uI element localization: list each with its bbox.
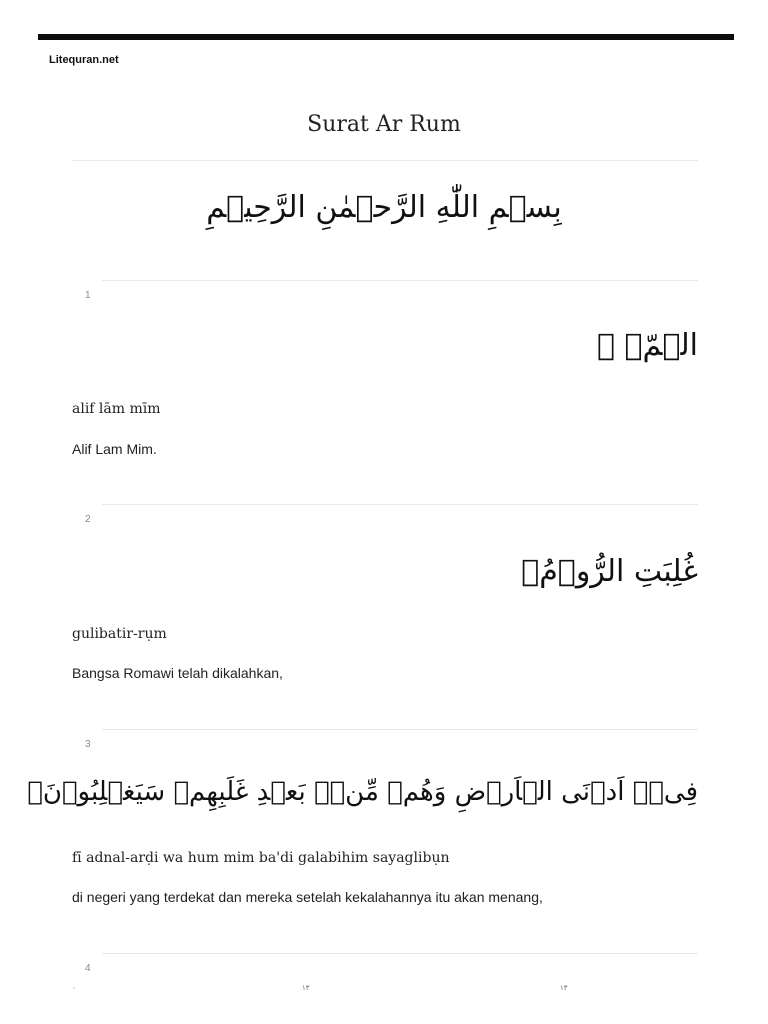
verse-3 — [0, 729, 768, 949]
verse-transliteration: gulibatir-rụm — [72, 626, 167, 642]
verse-2 — [0, 504, 768, 724]
page-footer-marks — [0, 984, 768, 994]
verse-translation: Alif Lam Mim. — [72, 441, 157, 457]
footer-mark: ١٣ — [302, 984, 310, 992]
footer-mark: ٠ — [72, 984, 76, 992]
top-bar — [38, 34, 734, 40]
verse-number: 1 — [85, 290, 91, 301]
title-divider — [72, 160, 698, 161]
verse-divider — [102, 280, 698, 281]
verse-translation: Bangsa Romawi telah dikalahkan, — [72, 665, 283, 681]
verse-translation: di negeri yang terdekat dan mereka setelah kekalahannya itu akan menang, — [72, 889, 543, 905]
verse-arabic: فِىۡۤ اَدۡنَى الۡاَرۡضِ وَهُمۡ مِّنۡۢ بَعۡدِ غَلَبِهِمۡ سَيَغۡلِبُوۡنَۙ — [27, 777, 698, 807]
verse-number: 2 — [85, 514, 91, 525]
verse-transliteration: fī adnal-arḍi wa hum mim ba'di galabihim sayaglibụn — [72, 850, 450, 866]
verse-number: 4 — [85, 963, 91, 974]
verse-arabic: الۤمّۤ ۚ — [597, 328, 698, 363]
verse-transliteration: alif lām mīm — [72, 401, 161, 417]
verse-1 — [0, 280, 768, 500]
verse-divider — [102, 953, 698, 954]
site-logo-link[interactable]: Litequran.net — [49, 54, 119, 66]
footer-mark: ١٣ — [560, 984, 568, 992]
bismillah-text: بِسۡمِ اللّٰهِ الرَّحۡمٰنِ الرَّحِيۡمِ — [206, 190, 562, 225]
verse-divider — [102, 729, 698, 730]
verse-number: 3 — [85, 739, 91, 750]
page-title: Surat Ar Rum — [307, 112, 461, 137]
verse-arabic: غُلِبَتِ الرُّوۡمُۙ — [521, 554, 698, 589]
verse-divider — [102, 504, 698, 505]
